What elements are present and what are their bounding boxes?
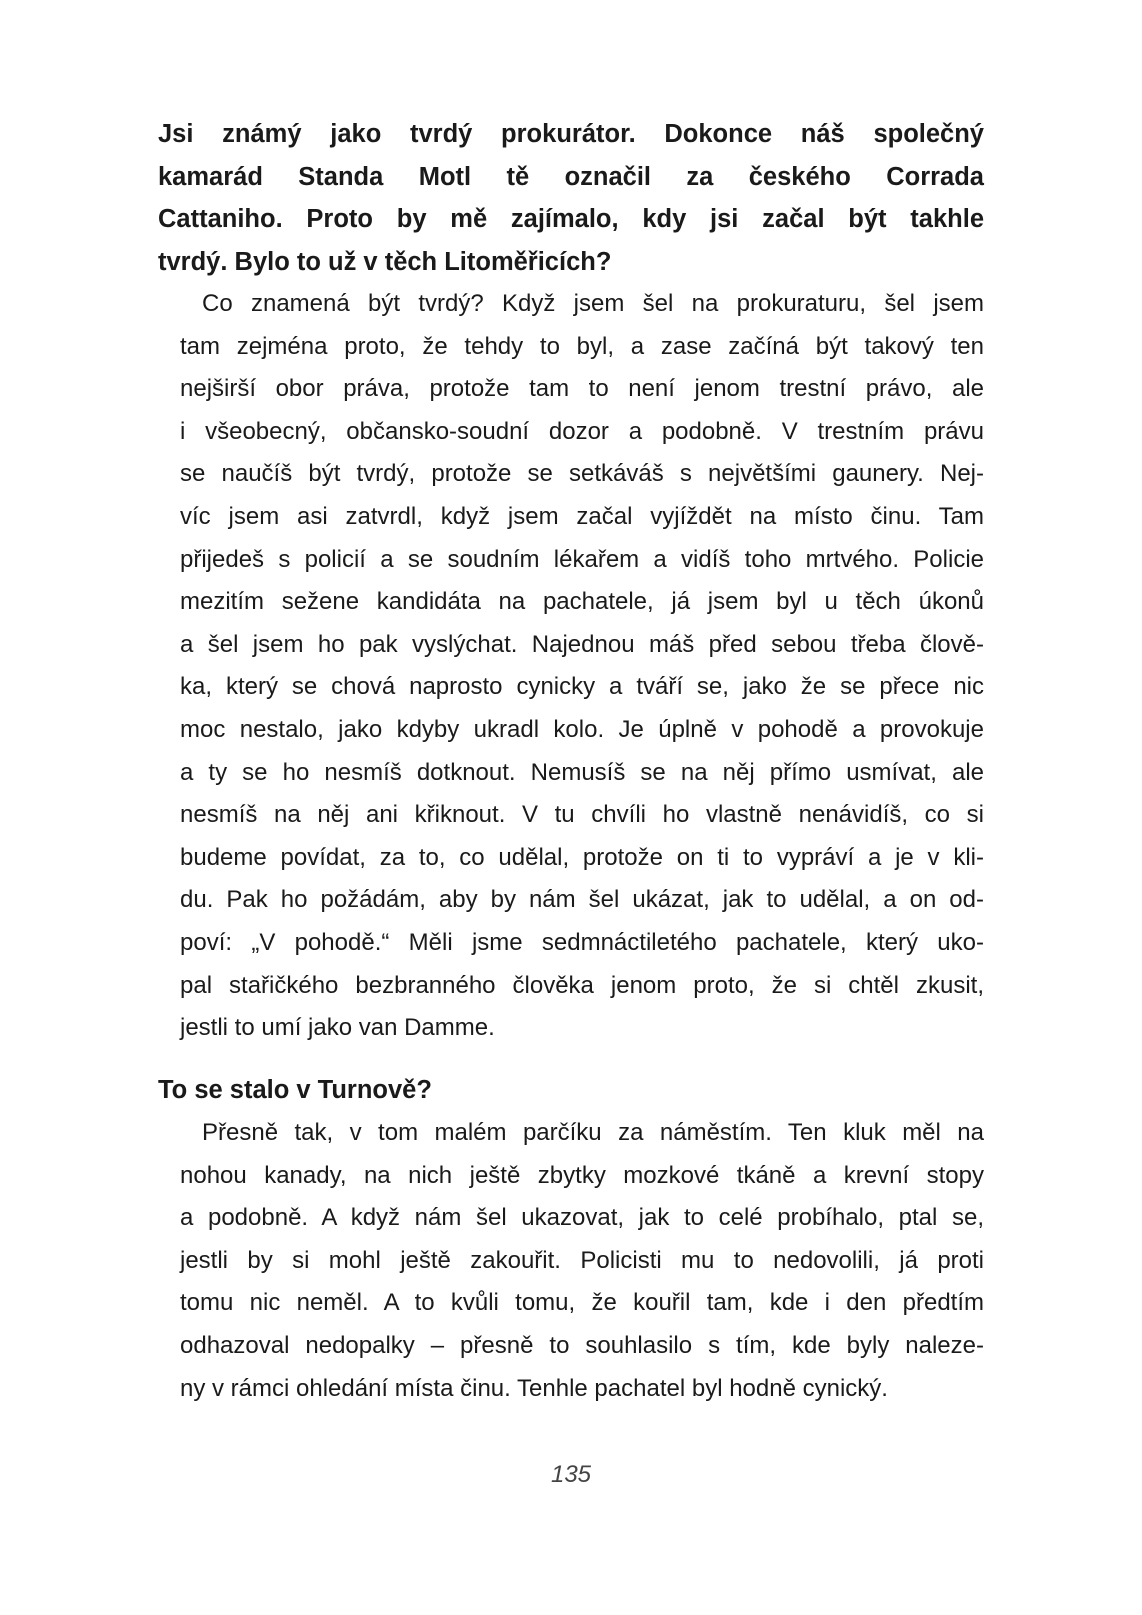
answer-line: ka, který se chová naprosto cynicky a tváří se, jako že se přece nic xyxy=(180,673,984,701)
answer-line: víc jsem asi zatvrdl, když jsem začal vyjíždět na místo činu. Tam xyxy=(180,502,984,530)
answer-line: tomu nic neměl. A to kvůli tomu, že kouřil tam, kde i den předtím xyxy=(180,1289,984,1317)
answer-line: a podobně. A když nám šel ukazovat, jak to celé probíhalo, ptal se, xyxy=(180,1204,984,1232)
answer-line: odhazoval nedopalky – přesně to souhlasilo s tím, kde byly naleze- xyxy=(180,1331,984,1359)
answer-line: přijedeš s policií a se soudním lékařem a vidíš toho mrtvého. Policie xyxy=(180,545,984,573)
question-line: Jsi známý jako tvrdý prokurátor. Dokonce náš společný xyxy=(158,120,984,148)
answer-line: Co znamená být tvrdý? Když jsem šel na prokuraturu, šel jsem xyxy=(202,290,984,317)
interview-answer-2 xyxy=(158,1112,984,1410)
answer-line: jestli to umí jako van Damme. xyxy=(180,1014,495,1042)
answer-line: budeme povídat, za to, co udělal, protože on ti to vypráví a je v kli- xyxy=(180,843,984,871)
answer-line: nesmíš na něj ani křiknout. V tu chvíli ho vlastně nenávidíš, co si xyxy=(180,801,984,829)
question-line: kamarád Standa Motl tě označil za českého Corrada xyxy=(158,162,984,191)
answer-line: tam zejména proto, že tehdy to byl, a zase začíná být takový ten xyxy=(180,332,984,360)
answer-line: a šel jsem ho pak vyslýchat. Najednou máš před sebou třeba člově- xyxy=(180,630,984,658)
answer-line: pal stařičkého bezbranného člověka jenom proto, že si chtěl zkusit, xyxy=(180,971,984,999)
answer-line: nohou kanady, na nich ještě zbytky mozkové tkáně a krevní stopy xyxy=(180,1161,984,1189)
answer-line: jestli by si mohl ještě zakouřit. Policisti mu to nedovolili, já proti xyxy=(180,1246,984,1274)
question-line: tvrdý. Bylo to už v těch Litoměřicích? xyxy=(158,247,612,276)
answer-line: moc nestalo, jako kdyby ukradl kolo. Je úplně v pohodě a provokuje xyxy=(180,715,984,743)
answer-line: nejširší obor práva, protože tam to není jenom trestní právo, ale xyxy=(180,375,984,403)
answer-line: Přesně tak, v tom malém parčíku za náměstím. Ten kluk měl na xyxy=(202,1119,984,1146)
page-number: 135 xyxy=(550,1461,592,1488)
answer-line: a ty se ho nesmíš dotknout. Nemusíš se na něj přímo usmívat, ale xyxy=(180,758,984,786)
answer-line: se naučíš být tvrdý, protože se setkáváš s největšími gaunery. Nej- xyxy=(180,460,984,488)
answer-line: i všeobecný, občansko-soudní dozor a podobně. V trestním právu xyxy=(180,417,984,445)
answer-line: ny v rámci ohledání místa činu. Tenhle pachatel byl hodně cynický. xyxy=(180,1374,888,1402)
interview-question-1 xyxy=(158,113,984,283)
interview-answer-1 xyxy=(158,283,984,1050)
answer-line: mezitím sežene kandidáta na pachatele, já jsem byl u těch úkonů xyxy=(180,588,984,616)
question-line: Cattaniho. Proto by mě zajímalo, kdy jsi začal být takhle xyxy=(158,205,984,234)
answer-line: du. Pak ho požádám, aby by nám šel ukázat, jak to udělal, a on od- xyxy=(180,886,984,914)
question-line: To se stalo v Turnově? xyxy=(158,1076,432,1104)
answer-line: poví: „V pohodě.“ Měli jsme sedmnáctiletého pachatele, který uko- xyxy=(180,928,984,956)
interview-question-2 xyxy=(158,1069,984,1112)
